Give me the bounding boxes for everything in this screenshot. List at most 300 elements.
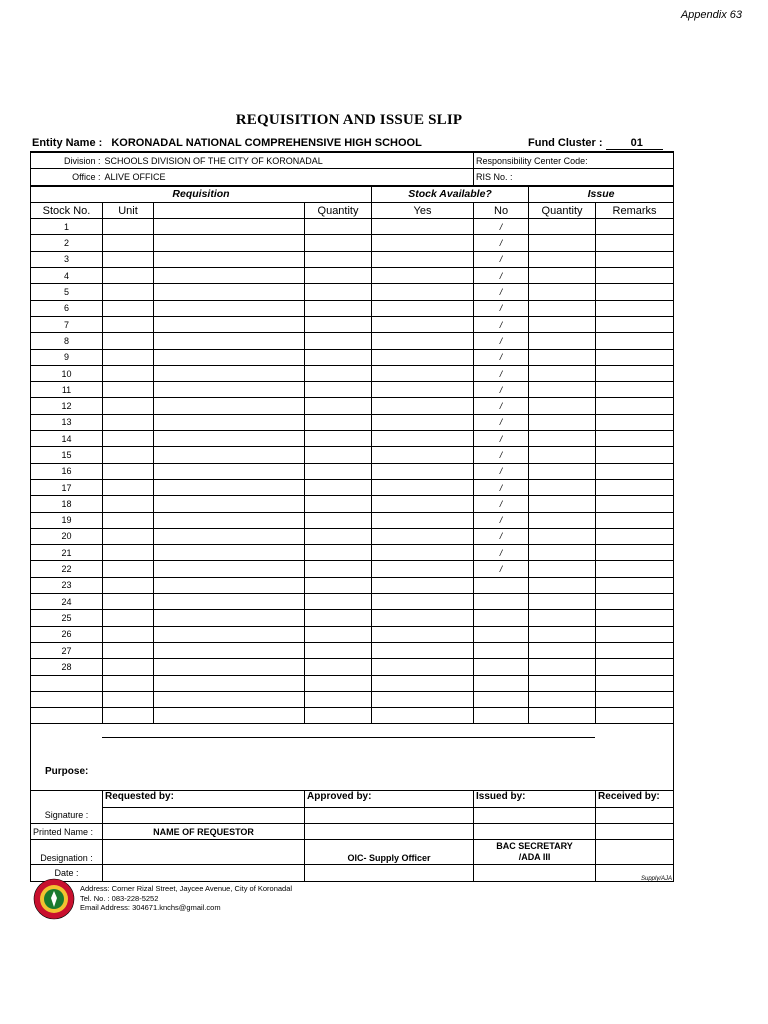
yes-cell [372,659,474,675]
no-cell: / [474,447,529,463]
unit-cell [103,528,154,544]
table-row [31,268,674,284]
address-line: Address: Corner Rizal Street, Jaycee Avenue, City of Koronadal [80,884,293,893]
requisition-quantity-cell [305,398,372,414]
yes-cell [372,333,474,349]
stock-no-cell: 25 [31,610,103,626]
issue-quantity-cell [529,675,596,691]
issued-signature-cell [474,807,596,823]
no-cell [474,626,529,642]
office-row [31,169,674,186]
description-cell [154,414,305,430]
requisition-table [30,151,674,882]
no-cell: / [474,528,529,544]
yes-cell [372,479,474,495]
remarks-cell [596,659,674,675]
no-cell [474,577,529,593]
unit-cell [103,626,154,642]
unit-cell [103,659,154,675]
yes-cell [372,365,474,381]
remarks-cell [596,235,674,251]
requested-by-label: Requested by: [103,791,305,807]
requisition-quantity-cell [305,496,372,512]
table-row [31,545,674,561]
entity-name-label: Entity Name : [32,137,103,149]
stock-no-cell: 6 [31,300,103,316]
remarks-cell [596,512,674,528]
stock-no-cell [31,675,103,691]
description-cell [154,626,305,642]
yes-cell [372,382,474,398]
stock-no-cell: 4 [31,268,103,284]
stock-no-cell: 13 [31,414,103,430]
unit-cell [103,235,154,251]
remarks-cell [596,561,674,577]
yes-cell [372,610,474,626]
description-cell [154,333,305,349]
printed-name-row [31,823,674,839]
requisition-quantity-cell [305,528,372,544]
unit-cell [103,708,154,724]
division-row [31,152,674,169]
yes-cell [372,577,474,593]
remarks-cell [596,284,674,300]
requisition-quantity-cell [305,447,372,463]
issue-quantity-cell [529,691,596,707]
description-cell [154,659,305,675]
stock-no-cell: 12 [31,398,103,414]
description-cell [154,463,305,479]
issued-by-label: Issued by: [474,791,596,807]
remarks-cell [596,577,674,593]
no-header: No [474,202,529,218]
issuer-designation [474,840,596,865]
stock-no-header: Stock No. [31,202,103,218]
yes-cell [372,496,474,512]
issue-quantity-cell [529,333,596,349]
stock-no-cell: 3 [31,251,103,267]
requisition-quantity-cell [305,284,372,300]
requisition-quantity-cell [305,300,372,316]
no-cell: / [474,284,529,300]
unit-cell [103,594,154,610]
table-row [31,626,674,642]
yes-cell [372,447,474,463]
stock-no-cell: 18 [31,496,103,512]
stock-no-cell: 26 [31,626,103,642]
stock-no-cell: 14 [31,431,103,447]
unit-cell [103,431,154,447]
remarks-cell [596,349,674,365]
no-cell: / [474,512,529,528]
division-label: Division : [31,152,103,169]
description-cell [154,675,305,691]
table-row [31,675,674,691]
unit-cell [103,300,154,316]
table-row [31,577,674,593]
unit-cell [103,479,154,495]
description-cell [154,300,305,316]
stock-available-group-header: Stock Available? [372,186,529,203]
no-cell [474,708,529,724]
requisition-quantity-cell [305,642,372,658]
yes-cell [372,349,474,365]
yes-cell [372,528,474,544]
requisition-quantity-cell [305,365,372,381]
requisition-quantity-cell [305,431,372,447]
no-cell: / [474,398,529,414]
yes-cell [372,251,474,267]
stock-no-cell: 22 [31,561,103,577]
issue-quantity-cell [529,235,596,251]
yes-cell [372,642,474,658]
printed-name-label: Printed Name : [31,823,103,839]
table-row [31,349,674,365]
unit-cell [103,316,154,332]
remarks-cell [596,219,674,235]
issue-quantity-cell [529,300,596,316]
issue-quantity-cell [529,708,596,724]
table-row [31,708,674,724]
unit-cell [103,691,154,707]
unit-cell [103,414,154,430]
stock-no-cell: 16 [31,463,103,479]
issue-quantity-cell [529,447,596,463]
issue-quantity-cell [529,610,596,626]
unit-cell [103,512,154,528]
no-cell [474,675,529,691]
yes-header: Yes [372,202,474,218]
issue-quantity-cell [529,594,596,610]
description-header [154,202,305,218]
no-cell [474,659,529,675]
no-cell: / [474,235,529,251]
issue-quantity-cell [529,659,596,675]
purpose-label: Purpose: [45,766,89,778]
yes-cell [372,219,474,235]
requisition-quantity-cell [305,479,372,495]
remarks-cell [596,626,674,642]
issue-quantity-cell [529,251,596,267]
stock-no-cell: 1 [31,219,103,235]
no-cell [474,594,529,610]
description-cell [154,268,305,284]
unit-header: Unit [103,202,154,218]
issue-quantity-cell [529,382,596,398]
yes-cell [372,414,474,430]
issue-quantity-cell [529,414,596,430]
purpose-underline [102,737,595,738]
description-cell [154,235,305,251]
unit-cell [103,463,154,479]
no-cell: / [474,365,529,381]
no-cell: / [474,561,529,577]
requisition-quantity-cell [305,577,372,593]
remarks-cell [596,398,674,414]
requisition-quantity-cell [305,659,372,675]
stock-no-cell: 2 [31,235,103,251]
description-cell [154,545,305,561]
description-cell [154,561,305,577]
division-value: SCHOOLS DIVISION OF THE CITY OF KORONADAL [103,152,474,169]
description-cell [154,365,305,381]
yes-cell [372,463,474,479]
unit-cell [103,577,154,593]
table-row [31,512,674,528]
issue-quantity-header: Quantity [529,202,596,218]
description-cell [154,642,305,658]
no-cell: / [474,479,529,495]
unit-cell [103,447,154,463]
stock-no-cell: 27 [31,642,103,658]
approver-designation: OIC- Supply Officer [305,840,474,865]
issue-quantity-cell [529,365,596,381]
remarks-cell [596,300,674,316]
approved-by-label: Approved by: [305,791,474,807]
requisition-quantity-cell [305,219,372,235]
fund-cluster-value: 01 [606,137,663,150]
email-line: Email Address: 304671.knchs@gmail.com [80,903,221,912]
remarks-cell [596,382,674,398]
phone-line: Tel. No. : 083-228-5252 [80,893,159,903]
stock-no-cell: 5 [31,284,103,300]
table-row [31,610,674,626]
ris-no-label: RIS No. : [474,169,674,186]
stock-no-cell: 28 [31,659,103,675]
stock-no-cell: 24 [31,594,103,610]
school-seal-logo [33,878,75,920]
table-row [31,284,674,300]
issue-quantity-cell [529,626,596,642]
signature-row [31,807,674,823]
responsibility-center-label: Responsibility Center Code: [474,152,674,169]
yes-cell [372,708,474,724]
unit-cell [103,545,154,561]
stock-no-cell: 11 [31,382,103,398]
stock-no-cell: 19 [31,512,103,528]
yes-cell [372,398,474,414]
column-header-row [31,202,674,218]
remarks-cell [596,414,674,430]
unit-cell [103,561,154,577]
no-cell [474,610,529,626]
stock-no-cell: 20 [31,528,103,544]
stock-no-cell: 7 [31,316,103,332]
designation-row [31,840,674,865]
yes-cell [372,316,474,332]
table-row [31,431,674,447]
requisition-quantity-cell [305,708,372,724]
no-cell: / [474,496,529,512]
form-title: REQUISITION AND ISSUE SLIP [235,112,463,128]
requested-signature-cell [103,807,305,823]
group-header-row [31,186,674,203]
requisition-quantity-cell [305,382,372,398]
yes-cell [372,300,474,316]
issue-quantity-cell [529,463,596,479]
unit-cell [103,675,154,691]
no-cell [474,691,529,707]
remarks-cell [596,268,674,284]
unit-cell [103,268,154,284]
requestor-name: NAME OF REQUESTOR [103,823,305,839]
requisition-quantity-cell [305,235,372,251]
requisition-quantity-cell [305,626,372,642]
stock-no-cell: 21 [31,545,103,561]
requisition-quantity-cell [305,691,372,707]
table-row [31,382,674,398]
date-row [31,865,674,881]
entity-name-row [32,137,422,149]
purpose-row [31,724,674,791]
no-cell: / [474,545,529,561]
remarks-cell [596,251,674,267]
description-cell [154,431,305,447]
requisition-quantity-cell [305,316,372,332]
description-cell [154,708,305,724]
description-cell [154,479,305,495]
table-row [31,333,674,349]
remarks-cell [596,447,674,463]
description-cell [154,594,305,610]
description-cell [154,251,305,267]
footer-note: Supply/AJA [641,876,673,882]
description-cell [154,219,305,235]
remarks-cell [596,691,674,707]
issue-quantity-cell [529,561,596,577]
issue-quantity-cell [529,528,596,544]
stock-no-cell [31,708,103,724]
description-cell [154,447,305,463]
requisition-quantity-cell [305,349,372,365]
table-row [31,496,674,512]
no-cell: / [474,219,529,235]
requisition-quantity-cell [305,463,372,479]
stock-no-cell: 15 [31,447,103,463]
table-row [31,235,674,251]
description-cell [154,691,305,707]
unit-cell [103,251,154,267]
issue-quantity-cell [529,496,596,512]
approved-signature-cell [305,807,474,823]
requisition-quantity-cell [305,561,372,577]
unit-cell [103,333,154,349]
issue-quantity-cell [529,316,596,332]
remarks-cell [596,479,674,495]
fund-cluster-row [528,137,663,150]
table-row [31,528,674,544]
fund-cluster-label: Fund Cluster : [528,137,603,149]
no-cell: / [474,268,529,284]
designation-label: Designation : [31,840,103,865]
remarks-cell [596,642,674,658]
yes-cell [372,268,474,284]
table-row [31,642,674,658]
no-cell [474,642,529,658]
office-value: ALIVE OFFICE [103,169,474,186]
issuer-designation-line2: /ADA III [518,852,551,863]
school-address-block [80,884,292,913]
stock-no-cell: 17 [31,479,103,495]
description-cell [154,316,305,332]
unit-cell [103,398,154,414]
remarks-cell [596,675,674,691]
issue-quantity-cell [529,431,596,447]
no-cell: / [474,349,529,365]
remarks-cell [596,528,674,544]
issue-quantity-cell [529,284,596,300]
issue-group-header: Issue [529,186,674,203]
issue-quantity-cell [529,398,596,414]
table-row [31,398,674,414]
remarks-cell [596,365,674,381]
yes-cell [372,626,474,642]
issue-quantity-cell [529,545,596,561]
remarks-cell [596,316,674,332]
issue-quantity-cell [529,577,596,593]
yes-cell [372,561,474,577]
signature-label: Signature : [31,807,103,823]
stock-no-cell: 23 [31,577,103,593]
description-cell [154,610,305,626]
table-row [31,659,674,675]
unit-cell [103,284,154,300]
table-row [31,479,674,495]
no-cell: / [474,431,529,447]
no-cell: / [474,300,529,316]
date-label: Date : [31,865,103,881]
table-row [31,365,674,381]
entity-name-value: KORONADAL NATIONAL COMPREHENSIVE HIGH SCHOOL [111,137,422,149]
no-cell: / [474,414,529,430]
stock-no-cell: 10 [31,365,103,381]
unit-cell [103,349,154,365]
requisition-quantity-cell [305,512,372,528]
table-row [31,219,674,235]
description-cell [154,577,305,593]
yes-cell [372,691,474,707]
no-cell: / [474,333,529,349]
description-cell [154,382,305,398]
yes-cell [372,235,474,251]
description-cell [154,496,305,512]
remarks-cell [596,708,674,724]
requisition-quantity-cell [305,251,372,267]
no-cell: / [474,251,529,267]
remarks-header: Remarks [596,202,674,218]
yes-cell [372,431,474,447]
yes-cell [372,545,474,561]
requisition-quantity-cell [305,414,372,430]
received-signature-cell [596,807,674,823]
issue-quantity-cell [529,479,596,495]
no-cell: / [474,382,529,398]
remarks-cell [596,431,674,447]
requisition-quantity-cell [305,268,372,284]
description-cell [154,512,305,528]
requisition-quantity-cell [305,610,372,626]
table-row [31,561,674,577]
description-cell [154,349,305,365]
unit-cell [103,642,154,658]
requisition-group-header: Requisition [31,186,372,203]
remarks-cell [596,610,674,626]
issue-quantity-cell [529,349,596,365]
unit-cell [103,496,154,512]
issue-quantity-cell [529,642,596,658]
table-row [31,300,674,316]
office-label: Office : [31,169,103,186]
